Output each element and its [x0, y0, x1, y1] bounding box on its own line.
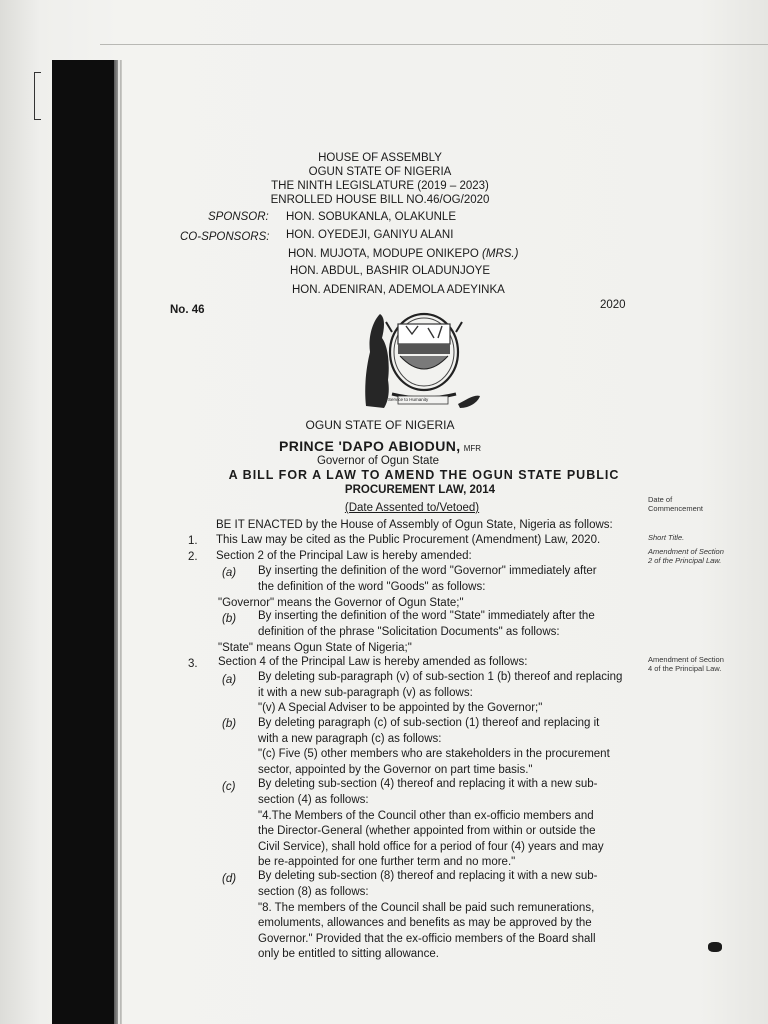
s2b-definition: "State" means Ogun State of Nigeria;" [218, 642, 412, 654]
cosponsor-3: HON. ABDUL, BASHIR OLADUNJOYE [290, 265, 491, 277]
section-3-text: Section 4 of the Principal Law is hereby amended as follows: [218, 656, 528, 668]
cosponsor-1: HON. OYEDEJI, GANIYU ALANI [286, 229, 454, 241]
bill-year: 2020 [600, 299, 626, 311]
crest-motto: Service to Humanity [388, 397, 429, 402]
s3c-line-1: By deleting sub-section (4) thereof and replacing it with a new sub- [258, 778, 598, 790]
s3d-line-3: "8. The members of the Council shall be paid such remunerations, [258, 902, 595, 914]
page-top-edge [100, 44, 768, 45]
header-line-4: ENROLLED HOUSE BILL NO.46/OG/2020 [270, 194, 490, 206]
section-1-number: 1. [188, 535, 198, 547]
header-line-1: HOUSE OF ASSEMBLY [318, 152, 442, 164]
s3b-line-3: "(c) Five (5) other members who are stakeholders in the procurement [258, 748, 610, 760]
s2a-definition: "Governor" means the Governor of Ogun State;" [218, 597, 464, 609]
state-title: OGUN STATE OF NIGERIA [305, 418, 455, 432]
binding-strip [52, 60, 114, 1024]
s3a-line-2: it with a new sub-paragraph (v) as follows: [258, 687, 473, 699]
s3c-line-6: be re-appointed for one further term and no more." [258, 856, 516, 868]
bill-title-line-1: A BILL FOR A LAW TO AMEND THE OGUN STATE PUBLIC [228, 468, 620, 482]
s3d-line-4: emoluments, allowances and benefits as may be approved by the [258, 917, 592, 929]
cosponsors-label: CO-SPONSORS: [180, 231, 270, 243]
section-3-number: 3. [188, 658, 198, 670]
s3c-line-4: the Director-General (whether appointed from within or outside the [258, 825, 596, 837]
header-line-3: THE NINTH LEGISLATURE (2019 – 2023) [271, 180, 489, 192]
s3a-line-1: By deleting sub-paragraph (v) of sub-section 1 (b) thereof and replacing [258, 671, 623, 683]
s3c-label: (c) [222, 781, 236, 793]
s3a-line-3: "(v) A Special Adviser to be appointed by the Governor;" [258, 702, 543, 714]
assent-note: (Date Assented to/Vetoed) [344, 502, 480, 514]
s2b-line-2: definition of the phrase "Solicitation Documents" as follows: [258, 626, 560, 638]
s3c-line-3: "4.The Members of the Council other than ex-officio members and [258, 810, 594, 822]
s3c-line-5: Civil Service), shall hold office for a period of four (4) years and may [258, 841, 604, 853]
binding-gap [118, 60, 120, 1024]
s3a-label: (a) [222, 674, 237, 686]
bill-title-line-2: PROCUREMENT LAW, 2014 [344, 484, 496, 496]
sponsor-name: HON. SOBUKANLA, OLAKUNLE [286, 211, 456, 223]
s3b-line-2: with a new paragraph (c) as follows: [258, 733, 442, 745]
s3c-line-2: section (4) as follows: [258, 794, 369, 806]
header-line-2: OGUN STATE OF NIGERIA [308, 166, 452, 178]
governor-title: Governor of Ogun State [316, 455, 440, 467]
margin-note-short-title: Short Title. [648, 533, 685, 542]
section-2-text: Section 2 of the Principal Law is hereby amended: [216, 550, 472, 562]
s3d-line-5: Governor." Provided that the ex-officio members of the Board shall [258, 933, 596, 945]
s2a-line-1: By inserting the definition of the word "Governor" immediately after [258, 565, 597, 577]
cosponsor-2: HON. MUJOTA, MODUPE ONIKEPO (MRS.) [288, 248, 519, 260]
margin-note-commencement: Date of Commencement [648, 495, 704, 513]
section-1-text: This Law may be cited as the Public Procurement (Amendment) Law, 2020. [216, 534, 601, 546]
margin-note-amend-section-2: Amendment of Section 2 of the Principal Law. [648, 547, 724, 565]
s3d-line-6: only be entitled to sitting allowance. [258, 948, 439, 960]
cosponsor-4: HON. ADENIRAN, ADEMOLA ADEYINKA [292, 284, 505, 296]
sponsor-label: SPONSOR: [208, 211, 269, 223]
s2b-label: (b) [222, 613, 237, 625]
s3d-line-2: section (8) as follows: [258, 886, 369, 898]
s3d-label: (d) [222, 873, 237, 885]
s3b-label: (b) [222, 718, 237, 730]
bill-number: No. 46 [170, 304, 205, 316]
s2b-line-1: By inserting the definition of the word "State" immediately after the [258, 610, 595, 622]
s3b-line-4: sector, appointed by the Governor on part time basis." [258, 764, 533, 776]
section-2-number: 2. [188, 551, 198, 563]
margin-note-amend-section-4: Amendment of Section 4 of the Principal Law. [648, 655, 724, 673]
s2a-label: (a) [222, 567, 237, 579]
governor-name: PRINCE 'DAPO ABIODUN, MFR [278, 438, 482, 454]
scan-mark [34, 72, 41, 120]
s3d-line-1: By deleting sub-section (8) thereof and replacing it with a new sub- [258, 870, 598, 882]
s3b-line-1: By deleting paragraph (c) of sub-section (1) thereof and replacing it [258, 717, 600, 729]
s2a-line-2: the definition of the word "Goods" as follows: [258, 581, 486, 593]
ink-speck [708, 942, 722, 952]
enacting-clause: BE IT ENACTED by the House of Assembly of Ogun State, Nigeria as follows: [216, 519, 613, 531]
